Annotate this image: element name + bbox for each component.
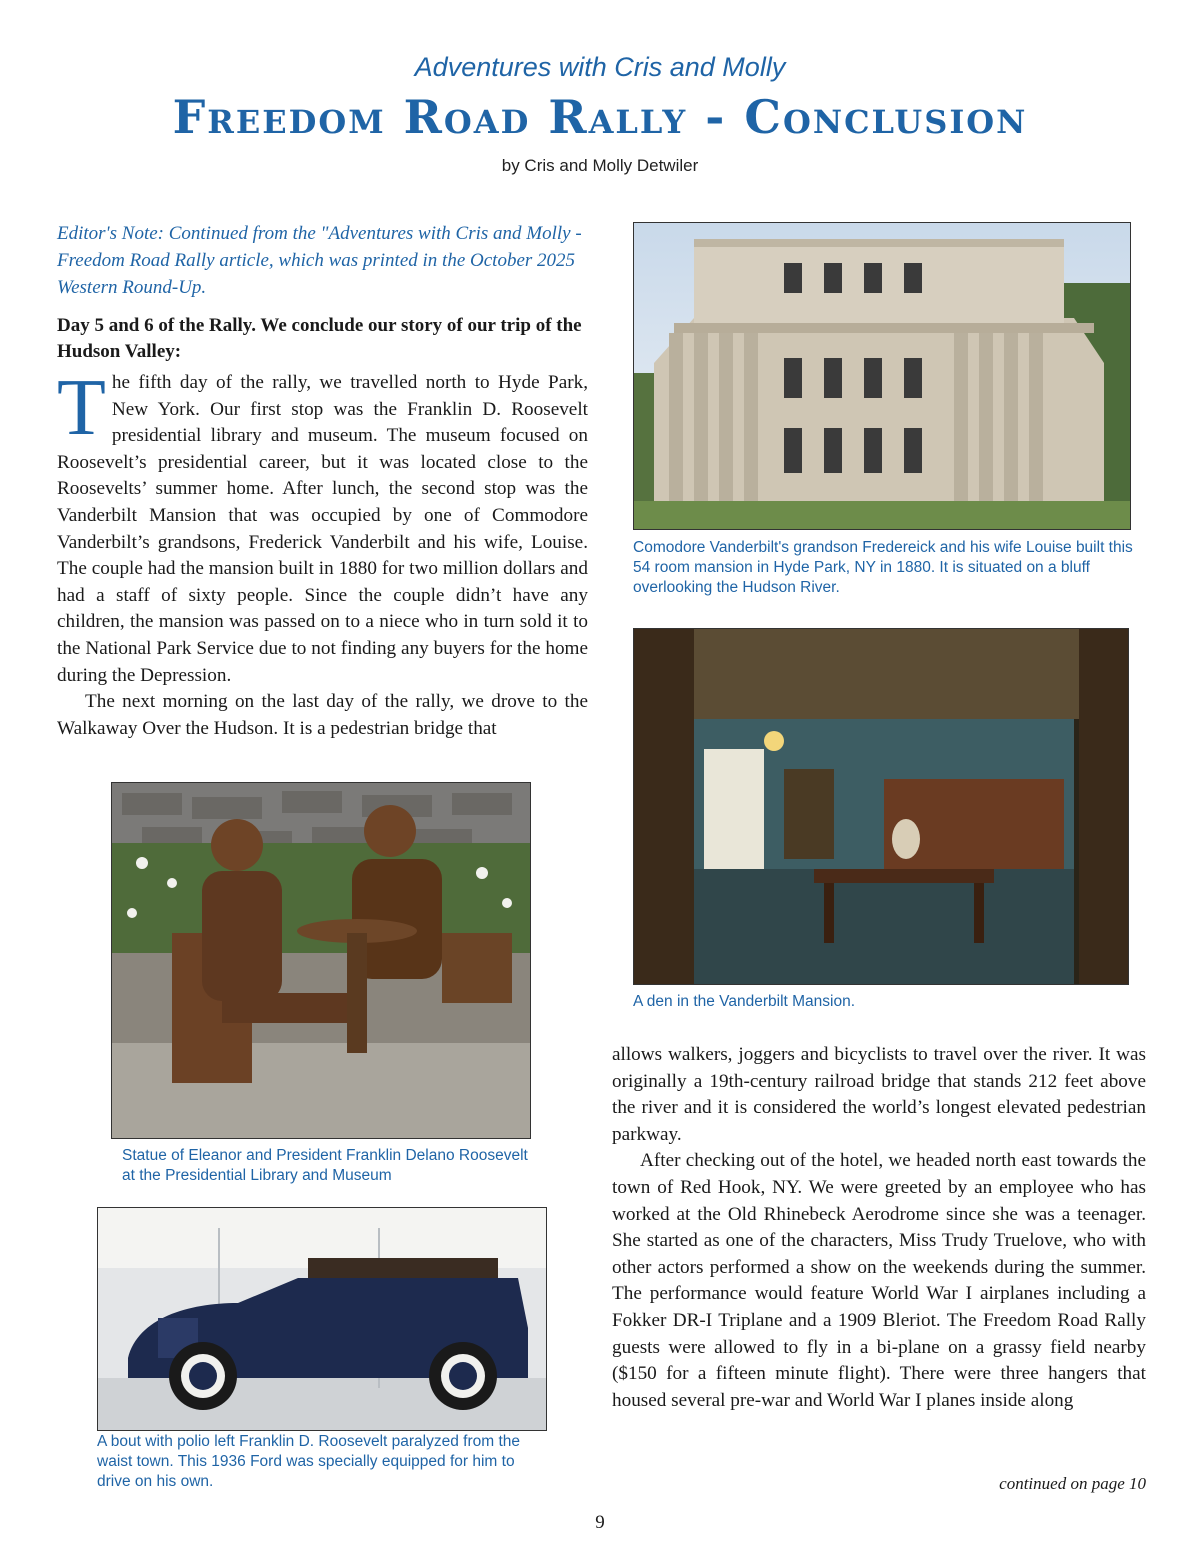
den-illustration [634, 629, 1128, 984]
statue-photo [111, 782, 531, 1139]
article-column-right [612, 1042, 1146, 1414]
drop-cap: T [57, 364, 106, 452]
paragraph-2: The next morning on the last day of the rally, we drove to the Walkaway Over the Hudson. It is a pedestrian bridge that [57, 691, 588, 739]
car-illustration [98, 1208, 546, 1430]
car-caption: A bout with polio left Franklin D. Roosevelt paralyzed from the waist town. This 1936 Ford was specially equipped for him to drive on his own. [97, 1433, 521, 1490]
paragraph-3: After checking out of the hotel, we headed north east towards the town of Red Hook, NY. We were greeted by an employee who has worked at the Old Rhinebeck Aerodrome since she was a teenager. She started as one of the characters, Miss Trudy Truelove, who with other actors performed a show on the weekends during the summer. The performance would feature World War I airplanes including a Fokker DR-I Triplane and a 1909 Bleriot. The Freedom Road Rally guests were allowed to fly in a bi-plane on a grassy field nearby ($150 for a fifteen minute flight). There were three hangers that housed several pre-war and World War I planes inside along [612, 1150, 1146, 1411]
article-title: Freedom Road Rally - Conclusion [172, 90, 1028, 144]
continued-note: continued on page 10 [999, 1474, 1146, 1493]
lead-in: Day 5 and 6 of the Rally. We conclude our story of our trip of the Hudson Valley: [57, 315, 582, 362]
car-photo [97, 1207, 547, 1431]
page-number: 9 [595, 1512, 605, 1533]
den-photo [633, 628, 1129, 985]
mansion-caption: Comodore Vanderbilt's grandson Fredereick and his wife Louise built this 54 room mansion in Hyde Park, NY in 1880. It is situated on a bluff overlooking the Hudson River. [633, 539, 1133, 596]
statue-illustration [112, 783, 530, 1138]
statue-caption: Statue of Eleanor and President Franklin Delano Roosevelt at the Presidential Library and Museum [122, 1147, 528, 1184]
article-column-left [57, 364, 588, 742]
byline: by Cris and Molly Detwiler [501, 156, 699, 175]
editor-note: Editor's Note: Continued from the "Adventures with Cris and Molly - Freedom Road Rally article, which was printed in the October 2025 Western Round-Up. [57, 223, 582, 298]
series-kicker: Adventures with Cris and Molly [414, 52, 786, 82]
paragraph-2-continued: allows walkers, joggers and bicyclists to travel over the river. It was originally a 19th-century railroad bridge that stands 212 feet above the river and it is considered the world’s longest elevated pedestrian parkway. [612, 1044, 1146, 1145]
den-caption: A den in the Vanderbilt Mansion. [633, 993, 856, 1010]
paragraph-1 [57, 364, 588, 689]
paragraph-1-text: he fifth day of the rally, we travelled north to Hyde Park, New York. Our first stop was the Franklin D. Roosevelt presidential library and museum. The museum focused on Roosevelt’s presidential career, but it was located close to the Roosevelts’ summer home. After lunch, the second stop was the Vanderbilt Mansion that was occupied by one of Commodore Vanderbilt’s grandsons, Frederick Vanderbilt and his wife, Louise. The couple had the mansion built in 1880 for two million dollars and had a staff of sixty people. Since the couple didn’t have any children, the mansion was passed on to a niece who in turn sold it to the National Park Service due to not finding any buyers for the home during the Depression. [57, 372, 588, 686]
mansion-illustration [634, 223, 1130, 529]
mansion-photo [633, 222, 1131, 530]
